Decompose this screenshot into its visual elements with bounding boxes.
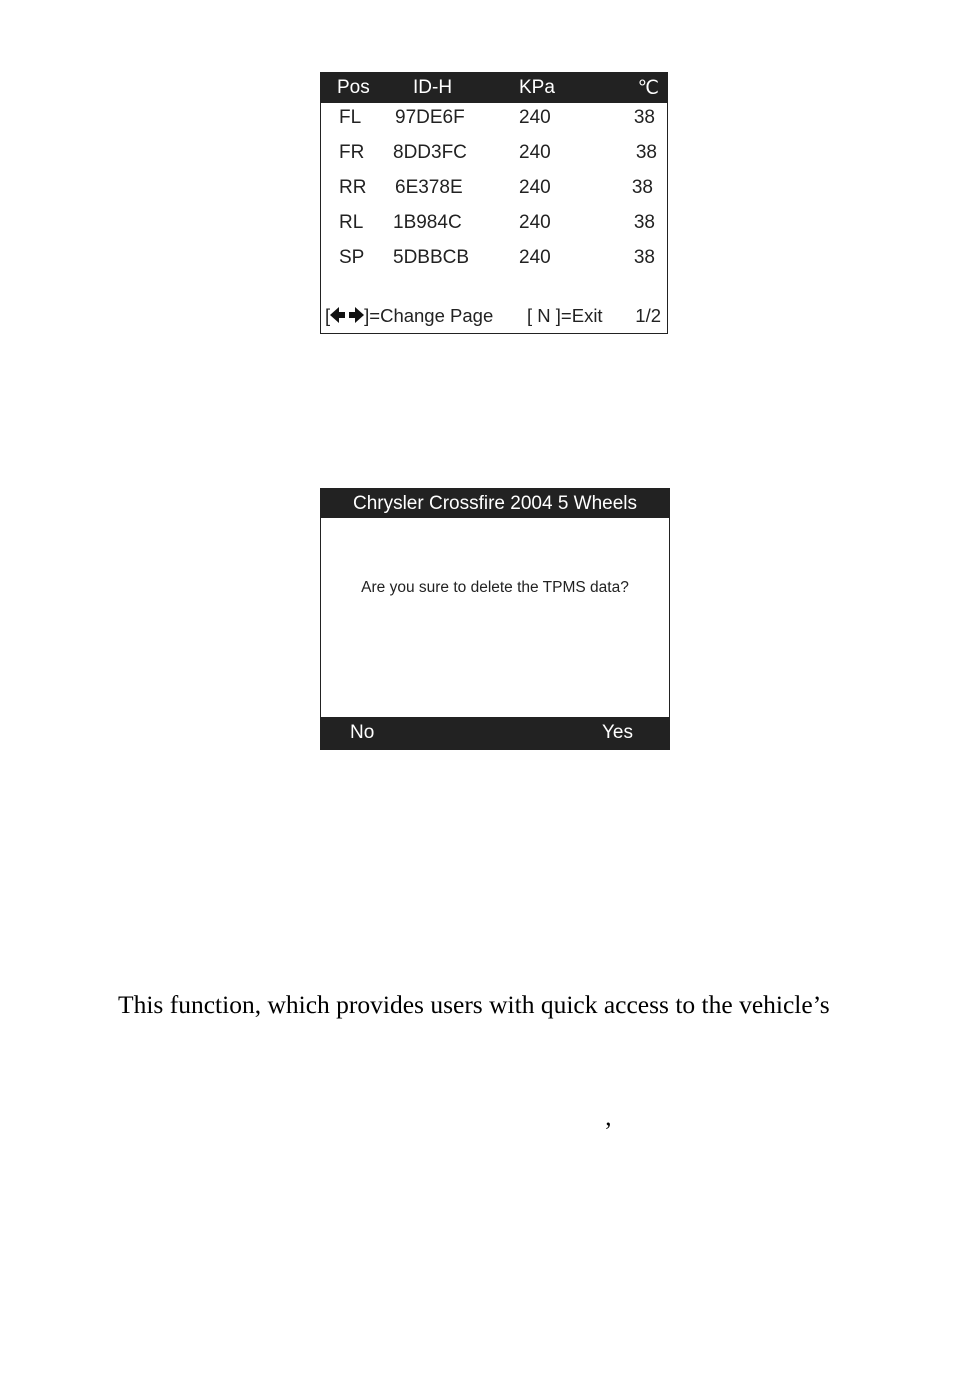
cell-temp: 38 xyxy=(631,177,653,198)
yes-button[interactable]: Yes xyxy=(602,722,633,743)
cell-id: 6E378E xyxy=(395,177,463,198)
exit-hint[interactable]: [ N ]=Exit xyxy=(527,305,603,326)
cell-kpa: 240 xyxy=(519,142,551,163)
no-button[interactable]: No xyxy=(350,722,375,743)
left-right-arrows-icon xyxy=(330,306,364,324)
cell-temp: 38 xyxy=(633,247,655,268)
cell-temp: 38 xyxy=(633,107,655,128)
header-id: ID-H xyxy=(413,77,453,98)
cell-temp: 38 xyxy=(635,142,657,163)
page-indicator: 1/2 xyxy=(635,305,661,326)
cell-temp: 38 xyxy=(633,212,655,233)
table-row xyxy=(321,208,667,240)
cell-id: 8DD3FC xyxy=(393,142,467,163)
table-row xyxy=(321,103,667,135)
cell-id: 97DE6F xyxy=(395,107,465,128)
change-page-hint[interactable] xyxy=(325,305,493,327)
table-row xyxy=(321,138,667,170)
tpms-data-screen xyxy=(320,72,668,334)
header-temp: ℃ xyxy=(637,78,659,99)
cell-pos: FL xyxy=(339,107,362,128)
delete-confirm-dialog xyxy=(320,488,670,750)
dialog-footer xyxy=(321,717,669,749)
table-row xyxy=(321,173,667,205)
table-row xyxy=(321,243,667,275)
cell-pos: FR xyxy=(339,142,365,163)
cell-kpa: 240 xyxy=(519,247,551,268)
body-paragraph: This function, which provides users with quick access to the vehicle’s xyxy=(118,990,830,1019)
cell-kpa: 240 xyxy=(519,177,551,198)
cell-id: 1B984C xyxy=(393,212,462,233)
cell-pos: SP xyxy=(339,247,365,268)
cell-kpa: 240 xyxy=(519,107,551,128)
cell-kpa: 240 xyxy=(519,212,551,233)
header-pos: Pos xyxy=(337,77,370,98)
cell-pos: RR xyxy=(339,177,367,198)
bracket-open: [ xyxy=(325,305,331,326)
table-footer xyxy=(325,305,661,329)
change-page-label: ]=Change Page xyxy=(364,305,494,326)
cell-id: 5DBBCB xyxy=(393,247,470,268)
cell-pos: RL xyxy=(339,212,364,233)
dialog-title: Chrysler Crossfire 2004 5 Wheels xyxy=(321,489,669,518)
dialog-message: Are you sure to delete the TPMS data? xyxy=(361,579,629,596)
table-header xyxy=(321,73,667,103)
stray-apostrophe: ’ xyxy=(604,1118,613,1145)
header-kpa: KPa xyxy=(519,77,555,98)
